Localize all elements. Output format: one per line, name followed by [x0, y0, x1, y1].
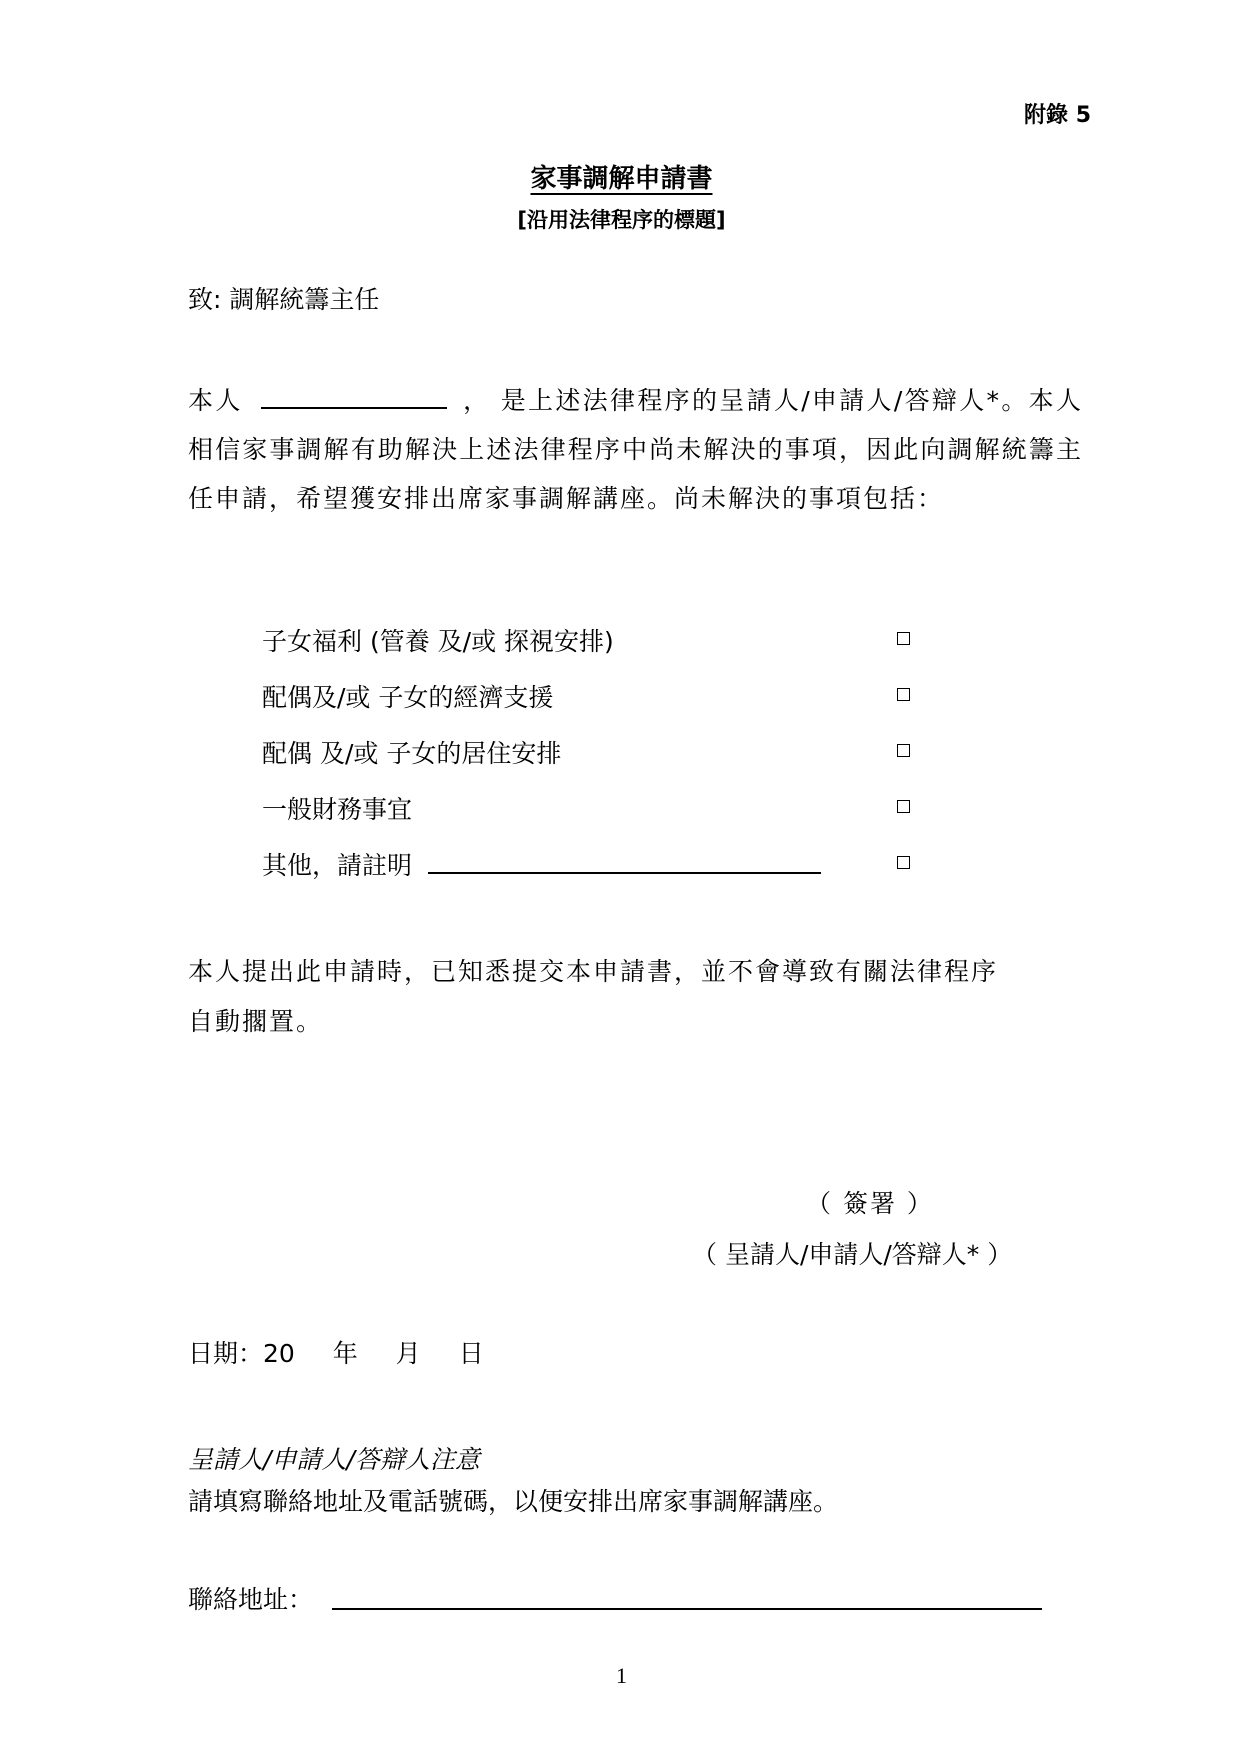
note-title: 呈請人/申請人/答辯人注意	[188, 1445, 480, 1474]
item-label-child-welfare: 子女福利 (管養 及/或 探視安排)	[262, 627, 614, 656]
application-paragraph	[188, 376, 1083, 523]
form-subtitle: [沿用法律程序的標題]	[517, 208, 726, 232]
form-title	[0, 158, 1243, 195]
contact-address-label: 聯絡地址：	[188, 1585, 314, 1614]
date-month: 月	[395, 1339, 421, 1368]
item-label-financial-matters: 一般財務事宜	[262, 795, 413, 824]
paragraph-prefix: 本人	[188, 386, 243, 415]
date-day: 日	[458, 1339, 484, 1368]
item-row-others	[262, 846, 821, 882]
others-specify-field[interactable]	[428, 871, 821, 874]
applicant-name-field[interactable]	[261, 406, 447, 409]
checkbox-housing[interactable]	[897, 744, 910, 757]
checkbox-financial-matters[interactable]	[897, 800, 910, 813]
contact-address-field[interactable]	[332, 1608, 1042, 1610]
addressee: 致: 調解統籌主任	[188, 285, 380, 314]
checkbox-child-welfare[interactable]	[897, 632, 910, 645]
date-label: 日期：20	[188, 1339, 295, 1368]
signature-role: （ 呈請人/申請人/答辯人* ）	[692, 1240, 1013, 1269]
annex-label: 附錄 5	[1024, 103, 1091, 128]
note-text: 請填寫聯絡地址及電話號碼，以便安排出席家事調解講座。	[188, 1487, 839, 1516]
date-year: 年	[332, 1339, 358, 1368]
checkbox-financial-support[interactable]	[897, 688, 910, 701]
form-title-text: 家事調解申請書	[530, 164, 713, 194]
paragraph-suffix: ， 是上述法律程序的呈請人/申請人/答辯人*。本人相信家事調解有助解決上述法律程序中尚未解決的事項，因此向調解統籌主任申請，希望獲安排出席家事調解講座。尚未解決的事項包括：	[188, 386, 1083, 513]
acknowledgement-line2: 自動擱置。	[188, 1007, 324, 1036]
date-row	[188, 1334, 484, 1370]
item-label-housing: 配偶 及/或 子女的居住安排	[262, 739, 562, 768]
signature-label: （ 簽署 ）	[806, 1189, 934, 1218]
item-label-financial-support: 配偶及/或 子女的經濟支援	[262, 683, 554, 712]
item-label-others: 其他，請註明	[262, 851, 413, 880]
page-number: 1	[616, 1663, 627, 1688]
checkbox-others[interactable]	[897, 856, 910, 869]
acknowledgement-line1: 本人提出此申請時，已知悉提交本申請書，並不會導致有關法律程序	[188, 957, 999, 986]
